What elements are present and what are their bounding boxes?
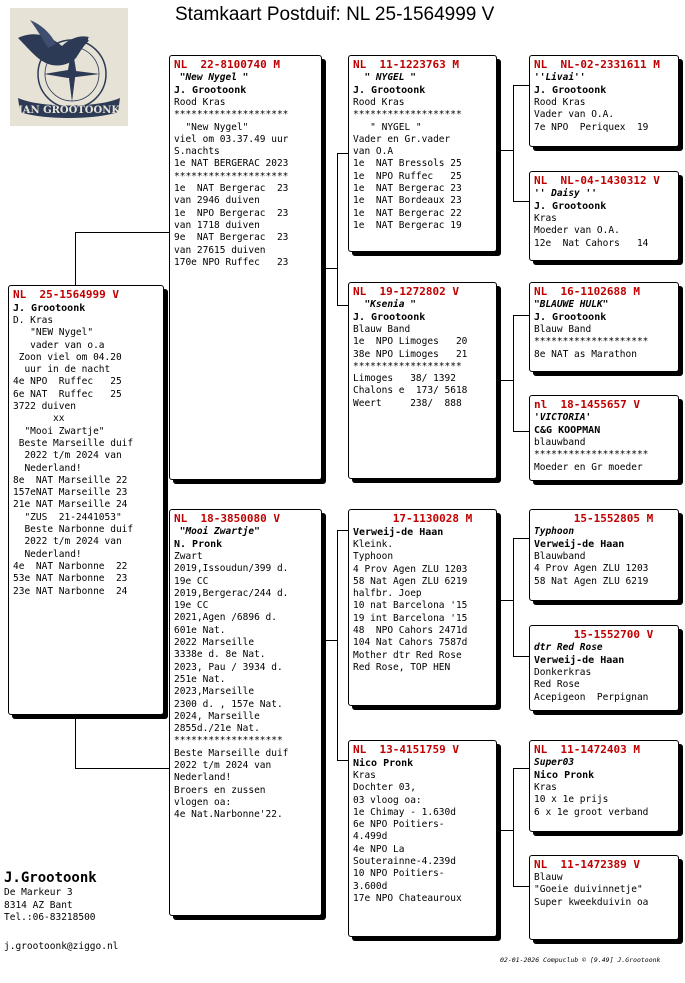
connector-line — [513, 85, 529, 86]
ring-number: NL 19-1272802 V — [353, 285, 459, 298]
info-line: van 27615 duiven — [174, 244, 266, 256]
pedigree-card-mother[interactable] — [169, 509, 322, 916]
info-line: 6e NAT Ruffec 25 — [13, 388, 122, 400]
ring-number: NL 25-1564999 V — [13, 288, 119, 301]
info-line: 3338e d. 8e Nat. — [174, 649, 266, 661]
owner-address: De Markeur 3 — [4, 887, 73, 898]
connector-line — [497, 830, 513, 831]
pedigree-card-mfm[interactable] — [529, 625, 679, 711]
info-line: 23e NAT Narbonne 24 — [13, 585, 128, 597]
info-line: "NEW Nygel" — [13, 327, 94, 339]
info-line: vlogen oa: — [174, 796, 232, 808]
info-line: Vader van O.A. — [534, 109, 615, 121]
connector-line — [337, 153, 338, 305]
info-line: ******************* — [353, 360, 462, 372]
info-line: 48 NPO Cahors 2471d — [353, 625, 468, 637]
info-line: 1e NAT Bergerac 22 — [353, 207, 462, 219]
pedigree-card-mother-father[interactable] — [348, 509, 497, 706]
info-line: van O.A — [353, 146, 394, 158]
ring-number: 17-1130028 M — [353, 512, 473, 525]
info-line: Blauw — [534, 872, 563, 883]
info-line: Weert 238/ 888 — [353, 397, 462, 409]
pedigree-card-father-mother[interactable] — [348, 282, 497, 479]
connector-line — [322, 640, 337, 641]
connector-line — [497, 150, 513, 151]
info-line: 2300 d. , 157e Nat. — [174, 698, 283, 710]
pedigree-card-mmm[interactable] — [529, 855, 679, 940]
owner-postal: 8314 AZ Bant — [4, 899, 73, 911]
pedigree-card-ffm[interactable] — [529, 171, 679, 261]
pedigree-card-mmf[interactable] — [529, 740, 679, 832]
info-line: 10 x 1e prijs — [534, 794, 609, 806]
info-line: van 1718 duiven — [174, 219, 260, 231]
pedigree-card-fmf[interactable] — [529, 282, 679, 372]
info-line: Beste Narbonne duif — [13, 524, 134, 536]
ring-number: NL 22-8100740 M — [174, 58, 280, 71]
connector-line — [75, 768, 173, 769]
connector-line — [513, 768, 529, 769]
info-line: Rood Kras — [353, 97, 405, 108]
info-line: D. Kras — [13, 315, 54, 326]
info-line: blauwband — [534, 437, 586, 448]
breeder-name: C&G KOOPMAN — [534, 425, 601, 436]
info-line: "ZUS 21-2441053" — [13, 511, 122, 523]
info-line: Nederland! — [13, 548, 82, 560]
info-line: 2019,Issoudun/399 d. — [174, 563, 289, 575]
info-line: 4.499d — [353, 831, 388, 843]
ring-number: 15-1552700 V — [534, 628, 654, 641]
pedigree-card-fff[interactable] — [529, 55, 679, 147]
ring-number: NL 18-3850080 V — [174, 512, 280, 525]
info-line: viel om 03.37.49 uur — [174, 133, 289, 145]
info-line: Nederland! — [13, 462, 82, 474]
breeder-name: Nico Pronk — [353, 758, 414, 769]
ring-number: NL 11-1223763 M — [353, 58, 459, 71]
footer-credit: 02-01-2026 Compuclub © [9.49] J.Grootoonk — [500, 956, 661, 964]
info-line: S.nachts — [174, 146, 220, 158]
ring-number: NL 16-1102688 M — [534, 285, 640, 298]
page-title: Stamkaart Postduif: NL 25-1564999 V — [175, 4, 495, 25]
info-line: Kras — [534, 213, 557, 224]
info-line: Blauw Band — [353, 324, 411, 335]
info-line: Typhoon — [353, 551, 394, 563]
connector-line — [513, 538, 529, 539]
info-line: Dochter 03, — [353, 782, 416, 794]
info-line: 2024, Marseille — [174, 710, 260, 722]
info-line: Blauwband — [534, 551, 586, 562]
info-line: "New Nygel" — [174, 121, 249, 133]
info-line: 1e NAT Bergerac 19 — [353, 219, 462, 231]
info-line: 8e NAT Marseille 22 — [13, 474, 128, 486]
info-line: 2022 t/m 2024 van — [13, 536, 122, 548]
breeder-name: Nico Pronk — [534, 770, 595, 781]
pedigree-card-subject[interactable] — [8, 285, 164, 715]
pigeon-name: "Mooi Zwartje" — [174, 526, 260, 537]
connector-line — [513, 315, 514, 431]
info-line: halfbr. Joep — [353, 588, 422, 600]
info-line: Donkerkras — [534, 667, 592, 678]
info-line: 10 nat Barcelona '15 — [353, 600, 468, 612]
connector-line — [513, 768, 514, 886]
info-line: Broers en zussen — [174, 784, 266, 796]
connector-line — [513, 431, 529, 432]
breeder-name: Verweij-de Haan — [353, 527, 444, 538]
pigeon-name: Typhoon — [534, 526, 575, 537]
connector-line — [75, 232, 76, 285]
info-line: Moeder en Gr moeder — [534, 461, 643, 473]
info-line: Kras — [534, 782, 557, 793]
info-line: 2022 Marseille — [174, 637, 255, 649]
owner-email[interactable]: j.grootoonk@ziggo.nl — [4, 941, 119, 952]
info-line: Chalons e 173/ 5618 — [353, 385, 468, 397]
info-line: ******************* — [174, 735, 283, 747]
breeder-name: J. Grootoonk — [13, 303, 86, 314]
info-line: 2022 t/m 2024 van — [13, 450, 122, 462]
info-line: 251e Nat. — [174, 673, 226, 685]
info-line: 12e Nat Cahors 14 — [534, 237, 649, 249]
connector-line — [497, 600, 513, 601]
info-line: 1e Chimay - 1.630d — [353, 806, 456, 818]
owner-phone: Tel.:06-83218500 — [4, 912, 96, 923]
info-line: Red Rose — [534, 679, 580, 691]
info-line: 8e NAT as Marathon — [534, 348, 637, 360]
info-line: Limoges 38/ 1392 — [353, 373, 456, 385]
pigeon-name: "New Nygel " — [174, 72, 249, 83]
info-line: Rood Kras — [174, 97, 226, 108]
info-line: 4e NPO La — [353, 843, 405, 855]
info-line: 1e NAT Bergerac 23 — [353, 183, 462, 195]
info-line: ******************** — [174, 170, 289, 182]
info-line: uur in de nacht — [13, 364, 111, 376]
info-line: 157eNAT Marseille 23 — [13, 487, 128, 499]
pigeon-name: '' Daisy '' — [534, 188, 597, 199]
pedigree-card-fmm[interactable] — [529, 395, 679, 481]
info-line: Acepigeon Perpignan — [534, 691, 649, 703]
pigeon-name: "Ksenia " — [353, 299, 416, 310]
svg-text:JAN GROOTOONK: JAN GROOTOONK — [17, 105, 121, 116]
connector-line — [513, 315, 529, 316]
pigeon-compass-logo-icon — [10, 8, 128, 126]
info-line: Super kweekduivin oa — [534, 896, 649, 908]
breeder-name: J. Grootoonk — [353, 312, 426, 323]
info-line: " NYGEL " — [353, 121, 422, 133]
info-line: ******************** — [174, 109, 289, 121]
breeder-name: Verweij-de Haan — [534, 539, 625, 550]
info-line: 2023,Marseille — [174, 686, 255, 698]
connector-line — [322, 268, 337, 269]
info-line: 19e CC — [174, 600, 209, 612]
info-line: 2021,Agen /6896 d. — [174, 612, 277, 624]
connector-line — [513, 538, 514, 656]
connector-line — [513, 201, 529, 202]
info-line: 2022 t/m 2024 van — [174, 760, 272, 772]
ring-number: 15-1552805 M — [534, 512, 654, 525]
info-line: 1e NAT Bordeaux 23 — [353, 195, 462, 207]
connector-line — [513, 886, 529, 887]
info-line: Beste Marseille duif — [174, 747, 289, 759]
info-line: 1e NAT Bressols 25 — [353, 158, 462, 170]
info-line: Moeder van O.A. — [534, 225, 620, 237]
info-line: 4e NAT Narbonne 22 — [13, 560, 128, 572]
connector-line — [513, 85, 514, 201]
info-line: 58 Nat Agen ZLU 6219 — [353, 575, 468, 587]
info-line: Zwart — [174, 551, 203, 562]
info-line: Blauw Band — [534, 324, 592, 335]
info-line: ******************* — [353, 109, 462, 121]
connector-line — [337, 530, 338, 760]
pedigree-card-mff[interactable] — [529, 509, 679, 601]
info-line: 21e NAT Marseille 24 — [13, 499, 128, 511]
info-line: Rood Kras — [534, 97, 586, 108]
connector-line — [513, 656, 529, 657]
info-line: 7e NPO Periquex 19 — [534, 121, 649, 133]
breeder-name: N. Pronk — [174, 539, 223, 550]
pigeon-name: dtr Red Rose — [534, 642, 603, 653]
info-line: 3722 duiven — [13, 401, 76, 413]
info-line: vader van o.a — [13, 339, 105, 351]
info-line: 17e NPO Chateauroux — [353, 892, 462, 904]
info-line: 6e NPO Poitiers- — [353, 819, 445, 831]
info-line: 10 NPO Poitiers- — [353, 868, 445, 880]
ring-number: NL 11-1472403 M — [534, 743, 640, 756]
info-line: "Goeie duivinnetje" — [534, 884, 643, 896]
info-line: 2855d./21e Nat. — [174, 723, 260, 735]
info-line: ******************** — [534, 336, 649, 348]
ring-number: NL 13-4151759 V — [353, 743, 459, 756]
logo — [10, 8, 128, 126]
info-line: 53e NAT Narbonne 23 — [13, 573, 128, 585]
info-line: 58 Nat Agen ZLU 6219 — [534, 575, 649, 587]
breeder-name: J. Grootoonk — [534, 201, 607, 212]
info-line: 1e NPO Ruffec 25 — [353, 170, 462, 182]
breeder-name: J. Grootoonk — [534, 312, 607, 323]
pigeon-name: "BLAUWE HULK" — [534, 299, 609, 310]
pigeon-name: " NYGEL " — [353, 72, 416, 83]
info-line: 4e NPO Ruffec 25 — [13, 376, 122, 388]
pigeon-name: ''Livai'' — [534, 72, 586, 83]
info-line: Souterainne-4.239d — [353, 856, 456, 868]
info-line: 170e NPO Ruffec 23 — [174, 256, 289, 268]
ring-number: nl 18-1455657 V — [534, 398, 640, 411]
info-line: 2019,Bergerac/244 d. — [174, 587, 289, 599]
pigeon-name: Super03 — [534, 757, 575, 768]
pedigree-card-father-father[interactable] — [348, 55, 497, 252]
ring-number: NL NL-04-1430312 V — [534, 174, 660, 187]
info-line: van 2946 duiven — [174, 195, 260, 207]
info-line: Zoon viel om 04.20 — [13, 351, 122, 363]
info-line: 1e NAT Bergerac 23 — [174, 183, 289, 195]
info-line: 19e CC — [174, 575, 209, 587]
info-line: 1e NPO Bergerac 23 — [174, 207, 289, 219]
ring-number: NL NL-02-2331611 M — [534, 58, 660, 71]
info-line: 9e NAT Bergerac 23 — [174, 232, 289, 244]
ring-number: NL 11-1472389 V — [534, 858, 640, 871]
info-line: 4 Prov Agen ZLU 1203 — [534, 563, 649, 575]
info-line: 38e NPO Limoges 21 — [353, 348, 468, 360]
info-line: 601e Nat. — [174, 624, 226, 636]
info-line: 6 x 1e groot verband — [534, 806, 649, 818]
info-line: 1e NAT BERGERAC 2023 — [174, 158, 289, 170]
info-line: 1e NPO Limoges 20 — [353, 336, 468, 348]
pigeon-name: 'VICTORIA' — [534, 412, 592, 423]
info-line: 4 Prov Agen ZLU 1203 — [353, 563, 468, 575]
connector-line — [75, 232, 173, 233]
info-line: 2023, Pau / 3934 d. — [174, 661, 283, 673]
pedigree-card-mother-mother[interactable] — [348, 740, 497, 937]
info-line: Nederland! — [174, 772, 232, 784]
breeder-name: J. Grootoonk — [174, 85, 247, 96]
info-line: 3.600d — [353, 880, 388, 892]
info-line: 03 vloog oa: — [353, 794, 422, 806]
connector-line — [75, 715, 76, 768]
info-line: Kras — [353, 770, 376, 781]
breeder-name: J. Grootoonk — [353, 85, 426, 96]
info-line: "Mooi Zwartje" — [13, 425, 105, 437]
breeder-name: Verweij-de Haan — [534, 655, 625, 666]
info-line: 104 Nat Cahors 7587d — [353, 637, 468, 649]
breeder-name: J. Grootoonk — [534, 85, 607, 96]
info-line: Mother dtr Red Rose — [353, 649, 462, 661]
owner-block — [4, 870, 97, 925]
pedigree-card-father[interactable] — [169, 55, 322, 480]
info-line: Vader en Gr.vader — [353, 133, 451, 145]
info-line: Beste Marseille duif — [13, 437, 134, 449]
info-line: xx — [13, 413, 65, 425]
info-line: 4e Nat.Narbonne'22. — [174, 809, 283, 821]
info-line: ******************** — [534, 449, 649, 461]
info-line: Red Rose, TOP HEN — [353, 661, 451, 673]
owner-name: J.Grootoonk — [4, 870, 97, 886]
connector-line — [497, 380, 513, 381]
info-line: 19 int Barcelona '15 — [353, 612, 468, 624]
info-line: Kleink. — [353, 539, 394, 550]
